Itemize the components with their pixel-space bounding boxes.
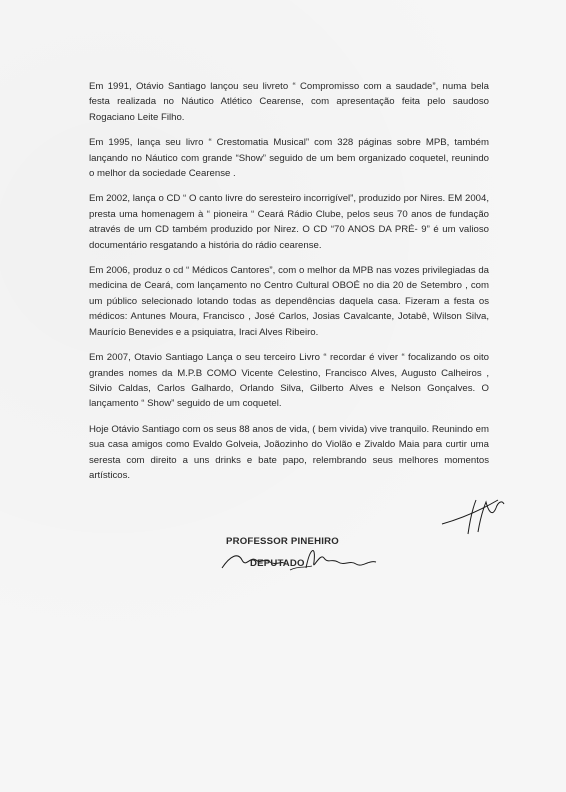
paragraph-2002: Em 2002, lança o CD “ O canto livre do seresteiro incorrigível”, produzido por Nires. EM 2004, presta uma homenagem à “ pioneira “ Ceará Rádio Clube, pelos seus 70 anos de fundação através de um CD também produzido por Nirez. O CD “70 ANOS DA PRÉ- 9” é um valioso documentário resgatando a história do rádio cearense. [89,193,489,251]
paragraph-1991: Em 1991, Otávio Santiago lançou seu livreto “ Compromisso com a saudade”, numa bela festa realizada no Náutico Atlético Cearense, com apresentação feita pelo saudoso Rogaciano Leite Filho. [89,81,489,123]
paragraph-2006: Em 2006, produz o cd “ Médicos Cantores”, com o melhor da MPB nas vozes privilegiadas da medicina de Ceará, com lançamento no Centro Cultural OBOÉ no dia 20 de Setembro , com um público selecionado lotando todas as dependências daquela casa. Fizeram a festa os médicos: Antunes Moura, Francisco , José Carlos, Josias Cavalcante, Jotabê, Wilson Silva, Maurício Benevides e a psiquiatra, Iraci Alves Ribeiro. [89,265,489,338]
paragraph-1995: Em 1995, lança seu livro “ Crestomatia Musical” com 328 páginas sobre MPB, também lançando no Náutico com grande “Show” seguido de um bem organizado coquetel, reunindo o melhor da sociedade Cearense . [89,137,489,180]
paragraph-today: Hoje Otávio Santiago com os seus 88 anos de vida, ( bem vivida) vive tranquilo. Reunindo em sua casa amigos como Evaldo Golveia, Joãozinho do Violão e Zivaldo Maia para curtir uma seresta com direito a uns drinks e bate papo, relembrando seus melhores momentos artísticos. [89,423,489,481]
document-body [89,79,489,493]
signature-name: PROFESSOR PINEHIRO [226,536,339,547]
signature-role: DEPUTADO [250,558,305,569]
rubric-initials [438,490,508,540]
signature-block [200,530,400,590]
paragraph-2007: Em 2007, Otavio Santiago Lança o seu terceiro Livro “ recordar é viver “ focalizando os oito grandes nomes da M.P.B COMO Vicente Celestino, Francisco Alves, Augusto Calheiros , Silvio Caldas, Carlos Galhardo, Orlando Silva, Gilberto Alves e Nelson Gonçalves. O lançamento “ Show” seguido de um coquetel. [89,352,489,410]
